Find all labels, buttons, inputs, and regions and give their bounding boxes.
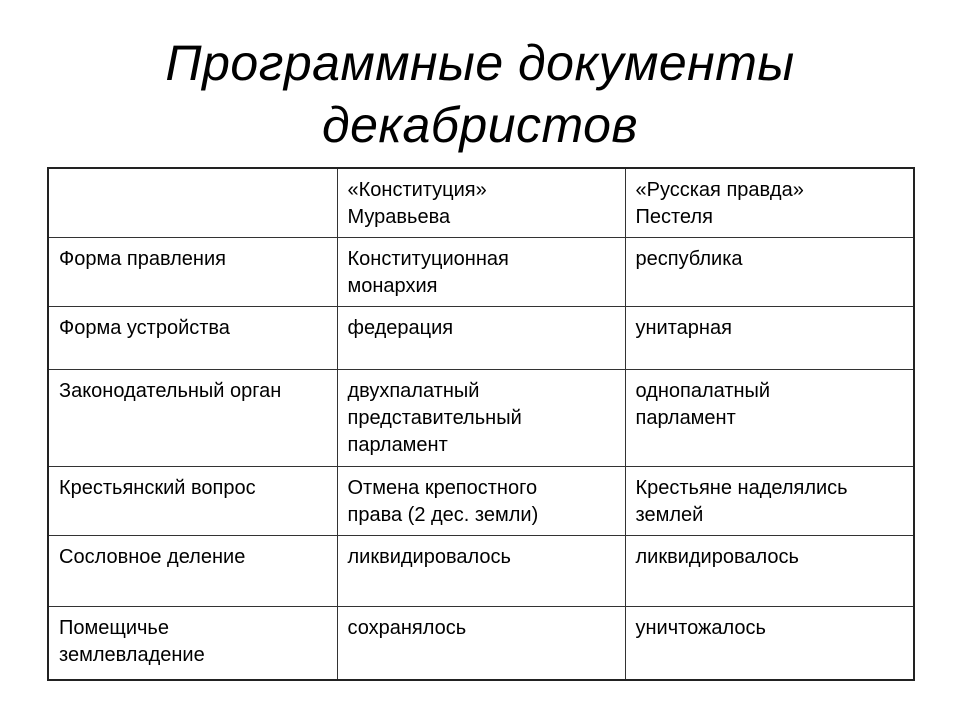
row-label: Помещичье землевладение bbox=[48, 607, 337, 681]
row-label: Крестьянский вопрос bbox=[48, 467, 337, 536]
pestel-value: однопалатный парламент bbox=[625, 370, 914, 467]
muravyov-value: двухпалатный представительный парламент bbox=[337, 370, 625, 467]
table-row bbox=[48, 467, 914, 536]
table-row bbox=[48, 536, 914, 607]
comparison-table bbox=[47, 167, 915, 681]
table-row bbox=[48, 238, 914, 307]
header-cell-empty bbox=[48, 168, 337, 238]
page-title-line-1: Программные документы bbox=[165, 35, 795, 91]
header-cell-pestel: «Русская правда» Пестеля bbox=[625, 168, 914, 238]
page-title bbox=[0, 32, 960, 156]
page-title-line-2: декабристов bbox=[321, 97, 639, 153]
row-label: Сословное деление bbox=[48, 536, 337, 607]
pestel-value: уничтожалось bbox=[625, 607, 914, 681]
header-cell-muravyov: «Конституция» Муравьева bbox=[337, 168, 625, 238]
muravyov-value: Конституционная монархия bbox=[337, 238, 625, 307]
row-label: Форма устройства bbox=[48, 307, 337, 370]
pestel-value: ликвидировалось bbox=[625, 536, 914, 607]
table-row bbox=[48, 307, 914, 370]
table-row bbox=[48, 370, 914, 467]
table-header-row bbox=[48, 168, 914, 238]
muravyov-value: Отмена крепостного права (2 дес. земли) bbox=[337, 467, 625, 536]
table-row bbox=[48, 607, 914, 681]
pestel-value: республика bbox=[625, 238, 914, 307]
muravyov-value: федерация bbox=[337, 307, 625, 370]
pestel-value: Крестьяне наделялись землей bbox=[625, 467, 914, 536]
row-label: Форма правления bbox=[48, 238, 337, 307]
muravyov-value: сохранялось bbox=[337, 607, 625, 681]
row-label: Законодательный орган bbox=[48, 370, 337, 467]
pestel-value: унитарная bbox=[625, 307, 914, 370]
muravyov-value: ликвидировалось bbox=[337, 536, 625, 607]
